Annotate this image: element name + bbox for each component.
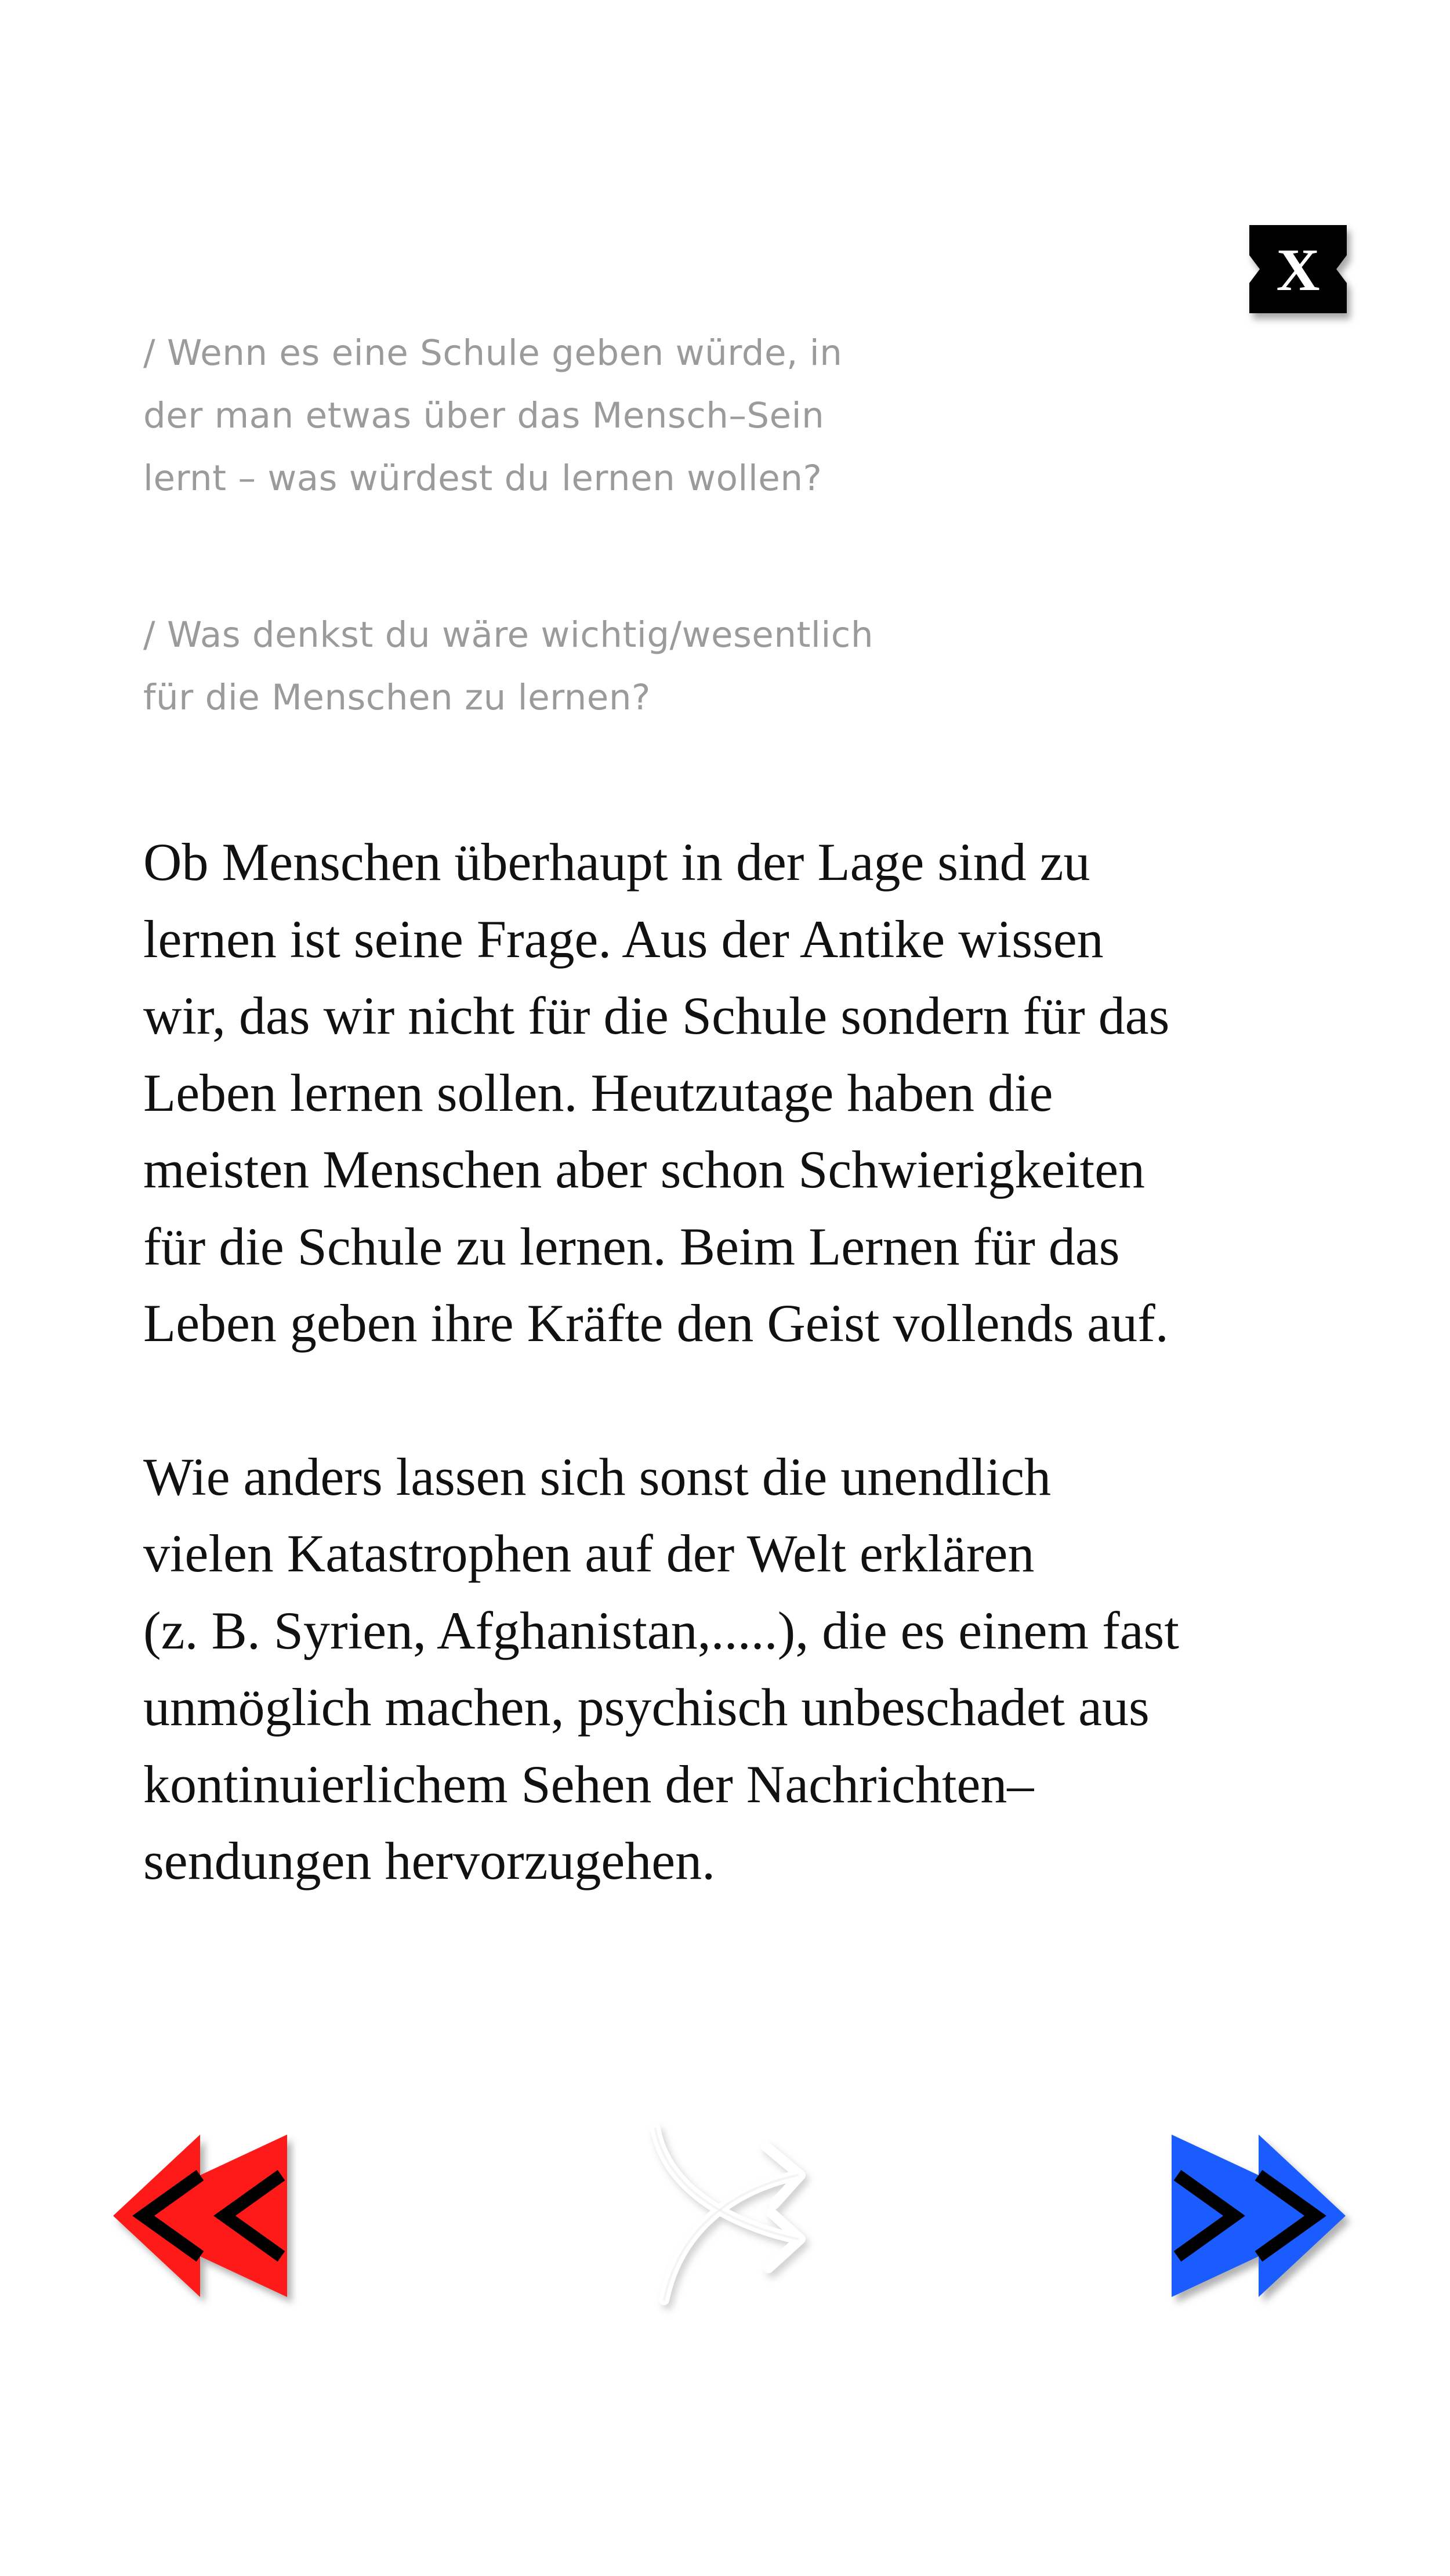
answer-paragraph-1 — [143, 824, 1332, 1362]
answer-line: meisten Menschen aber schon Schwierigkeiten — [143, 1140, 1146, 1199]
answer-paragraph-2 — [143, 1439, 1332, 1900]
close-icon — [1249, 225, 1347, 313]
answer-line: lernen ist seine Frage. Aus der Antike wissen — [143, 909, 1104, 969]
answer-line: (z. B. Syrien, Afghanistan,.....), die es einem fast — [143, 1600, 1179, 1660]
answer-line: Leben lernen sollen. Heutzutage haben die — [143, 1063, 1053, 1122]
close-button[interactable] — [1249, 225, 1347, 313]
prompt-line: der man etwas über das Mensch–Sein — [143, 395, 825, 436]
shuffle-button[interactable] — [644, 2120, 812, 2311]
shuffle-icon — [644, 2120, 812, 2311]
close-label: X — [1276, 237, 1320, 303]
prompt-line: / Wenn es eine Schule geben würde, in — [143, 332, 843, 374]
answer-line: für die Schule zu lernen. Beim Lernen für das — [143, 1216, 1120, 1276]
prompt-line: für die Menschen zu lernen? — [143, 677, 651, 718]
answer-line: Leben geben ihre Kräfte den Geist vollends auf. — [143, 1294, 1169, 1353]
next-button[interactable] — [1166, 2135, 1346, 2297]
answer-line: unmöglich machen, psychisch unbeschadet aus — [143, 1678, 1150, 1737]
answer-text — [143, 824, 1332, 1900]
previous-button[interactable] — [113, 2135, 293, 2297]
answer-line: kontinuierlichem Sehen der Nachrichten– — [143, 1754, 1034, 1814]
answer-line: vielen Katastrophen auf der Welt erklären — [143, 1524, 1035, 1583]
double-chevron-left-icon — [113, 2135, 293, 2297]
answer-line: sendungen hervorzugehen. — [143, 1831, 716, 1890]
answer-line: Ob Menschen überhaupt in der Lage sind zu — [143, 832, 1090, 892]
answer-line: Wie anders lassen sich sonst die unendlich — [143, 1447, 1052, 1506]
prompt-line: / Was denkst du wäre wichtig/wesentlich — [143, 614, 874, 655]
prompt-line: lernt – was würdest du lernen wollen? — [143, 458, 822, 499]
answer-line: wir, das wir nicht für die Schule sondern für das — [143, 986, 1170, 1045]
prompt-question-1 — [143, 322, 909, 510]
double-chevron-right-icon — [1166, 2135, 1346, 2297]
prompt-question-2 — [143, 604, 978, 729]
prompt-questions — [143, 322, 1129, 729]
